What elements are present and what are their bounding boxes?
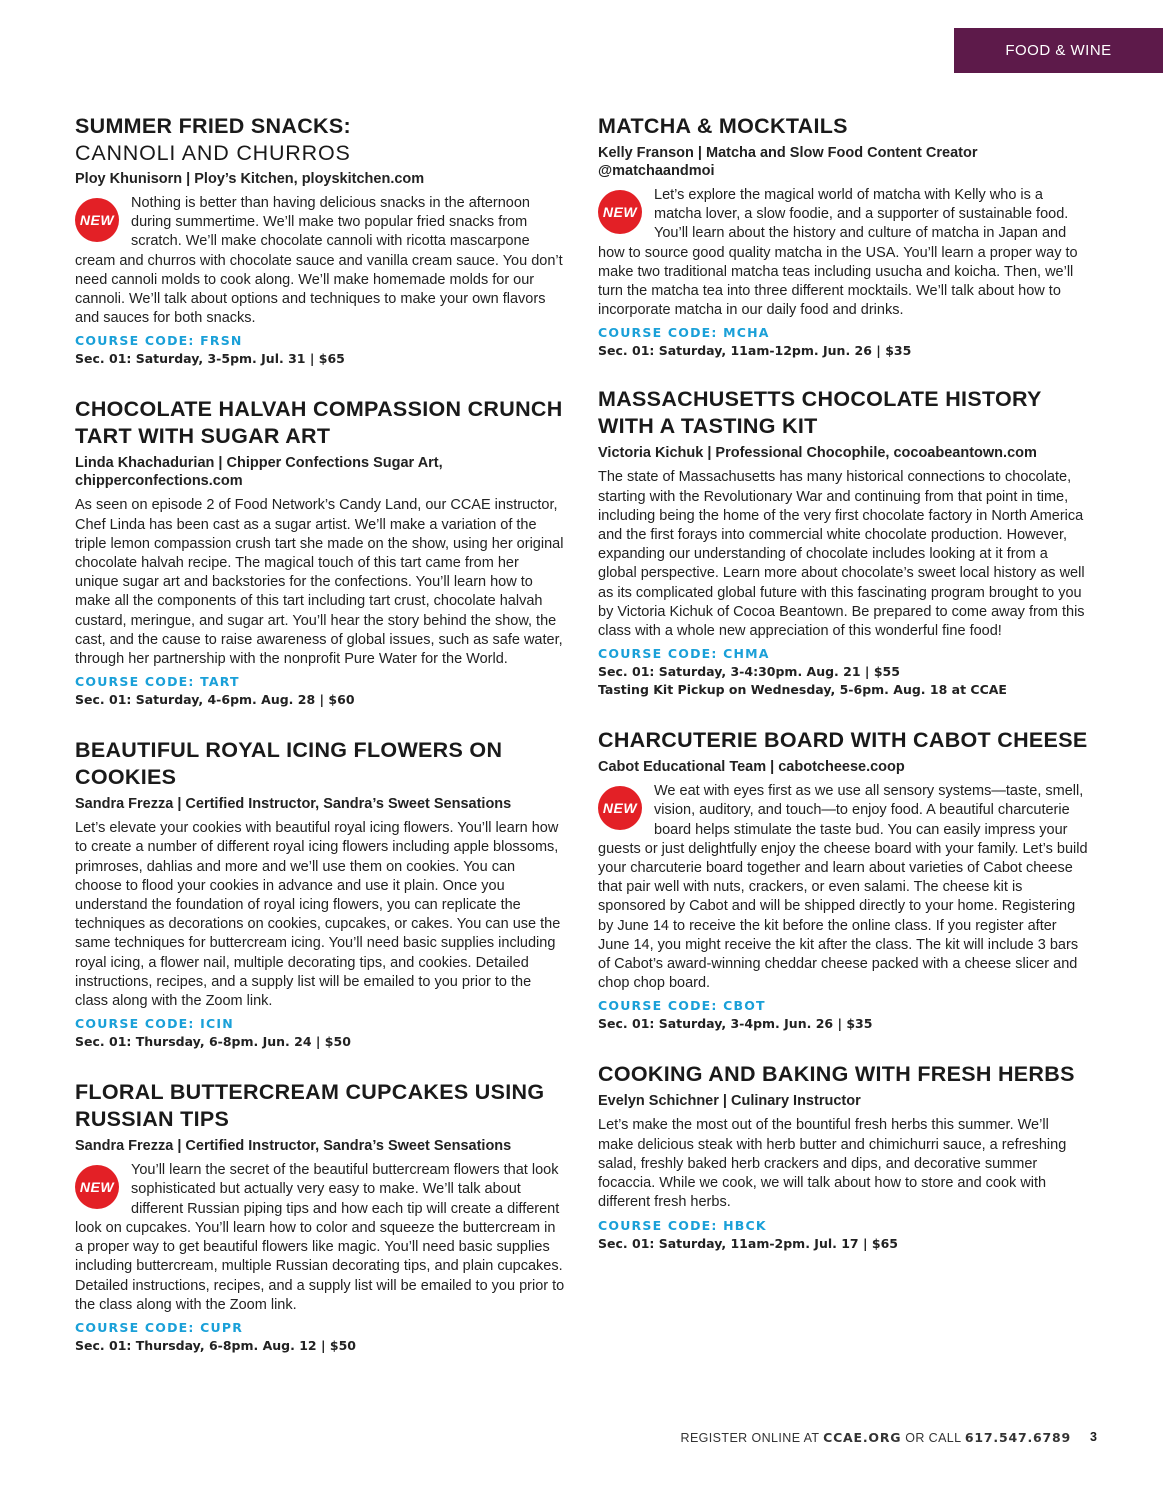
course-code: COURSE CODE: TART	[75, 674, 240, 690]
course-listing	[598, 727, 1088, 1033]
course-description: The state of Massachusetts has many historical connections to chocolate, starting with the Revolutionary War and continuing from that point in time, including being the home of the very first chocolate factory in North America and the first forays into commercial white chocolate production. However, expanding our understanding of chocolate includes looking at it from a global perspective. Learn more about chocolate’s sweet local history as well as its complicated global future with this fascinating program brought to you by Victoria Kichuk of Cocoa Beantown. Be prepared to come away from this class with a whole new appreciation of this wonderful fine food!	[598, 469, 1085, 640]
footer-prefix: REGISTER ONLINE AT	[680, 1431, 824, 1445]
course-code: COURSE CODE: FRSN	[75, 333, 243, 349]
course-listing	[75, 737, 565, 1051]
course-body	[75, 496, 565, 669]
course-description: You’ll learn the secret of the beautiful buttercream flowers that look sophisticated but actually very easy to make. We’ll talk about different Russian piping tips and how each tip will create a different look on cupcakes. You’ll learn how to color and squeeze the buttercream in a proper way to get beautiful flowers like magic. You’ll need basic supplies including buttercream, multiple Russian decorating tips, and plain cupcakes. Detailed instructions, recipes, and a supply list will be emailed to you prior to the class along with the Zoom link.	[75, 1162, 565, 1313]
course-code: COURSE CODE: ICIN	[75, 1016, 234, 1032]
course-description: Let’s make the most out of the bountiful fresh herbs this summer. We’ll make delicious steak with herb butter and chimichurri sauce, a refreshing salad, freshly baked herb crackers and dips, and decorative summer focaccia. While we cook, we will talk about how to store and cook with different fresh herbs.	[598, 1117, 1067, 1211]
course-instructor: Victoria Kichuk | Professional Chocophile, cocoabeantown.com	[598, 445, 1037, 462]
footer-site-link[interactable]: CCAE.ORG	[823, 1430, 902, 1445]
section-tab-food-wine: FOOD & WINE	[954, 28, 1163, 73]
course-body	[598, 468, 1088, 641]
course-subtitle: CANNOLI AND CHURROS	[75, 141, 351, 165]
footer-phone: 617.547.6789	[964, 1430, 1071, 1445]
course-listing	[75, 113, 565, 368]
course-title: BEAUTIFUL ROYAL ICING FLOWERS ON COOKIES	[75, 738, 503, 790]
course-section-schedule: Sec. 01: Saturday, 3-4:30pm. Aug. 21 | $55	[598, 664, 900, 680]
course-instructor: Linda Khachadurian | Chipper Confections Sugar Art, chipperconfections.com	[75, 455, 443, 490]
course-description: As seen on episode 2 of Food Network’s Candy Land, our CCAE instructor, Chef Linda has been cast as a sugar artist. We’ll make a variation of the triple lemon compassion crush tart she made on the show, using her original chocolate halvah recipe. The magical touch of this tart came from her unique sugar art and backstories for the confections. You’ll learn how to make all the components of this tart including tart crust, chocolate halvah custard, meringue, and sugar art. You’ll hear the story behind the show, the cast, and the cause to raise awareness of global issues, such as safe water, through her partnership with the nonprofit Pure Water for the World.	[75, 497, 564, 668]
course-code: COURSE CODE: CBOT	[598, 998, 766, 1014]
course-code: COURSE CODE: HBCK	[598, 1217, 767, 1233]
course-section-schedule: Sec. 01: Saturday, 4-6pm. Aug. 28 | $60	[75, 692, 355, 708]
course-body	[75, 819, 565, 1011]
course-body	[598, 782, 1088, 993]
course-title: MASSACHUSETTS CHOCOLATE HISTORY WITH A TASTING KIT	[598, 387, 1042, 439]
footer-register	[681, 1430, 1071, 1445]
course-description: Let’s elevate your cookies with beautiful royal icing flowers. You’ll learn how to create a number of different royal icing flowers including apple blossoms, primroses, dahlias and more and we’ll use them on cookies. You can choose to flood your cookies in advance and use it plain. Once you understand the foundation of royal icing flowers, you can replicate the techniques as decorations on cookies, cupcakes, or cakes. You can use the same techniques for buttercream icing. You’ll need basic supplies including royal icing, a flower nail, multiple decorating tips, and cookies. Detailed instructions, recipes, and a supply list will be emailed to you prior to the class along with the Zoom link.	[75, 820, 561, 1010]
course-instructor: Cabot Educational Team | cabotcheese.coop	[598, 759, 905, 776]
course-code: COURSE CODE: MCHA	[598, 325, 770, 341]
course-section-schedule: Sec. 01: Thursday, 6-8pm. Jun. 24 | $50	[75, 1034, 351, 1050]
course-section-schedule: Tasting Kit Pickup on Wednesday, 5-6pm. Aug. 18 at CCAE	[598, 682, 1007, 698]
course-title: COOKING AND BAKING WITH FRESH HERBS	[598, 1062, 1075, 1087]
course-listing	[75, 396, 565, 709]
course-code: COURSE CODE: CHMA	[598, 646, 770, 662]
page-number: 3	[1090, 1430, 1097, 1444]
course-title: CHOCOLATE HALVAH COMPASSION CRUNCH TART WITH SUGAR ART	[75, 397, 563, 449]
course-body	[75, 1161, 565, 1315]
course-body	[598, 1116, 1088, 1212]
course-instructor: Evelyn Schichner | Culinary Instructor	[598, 1093, 861, 1110]
course-instructor: Sandra Frezza | Certified Instructor, Sandra’s Sweet Sensations	[75, 796, 512, 813]
course-title: FLORAL BUTTERCREAM CUPCAKES USING RUSSIAN TIPS	[75, 1080, 545, 1132]
new-badge: NEW	[75, 1165, 119, 1209]
course-instructor: Sandra Frezza | Certified Instructor, Sandra’s Sweet Sensations	[75, 1138, 512, 1155]
course-instructor: Kelly Franson | Matcha and Slow Food Content Creator @matchaandmoi	[598, 145, 978, 179]
course-section-schedule: Sec. 01: Saturday, 3-5pm. Jul. 31 | $65	[75, 351, 345, 367]
course-listing	[598, 386, 1088, 699]
course-listing	[598, 1061, 1088, 1252]
course-title: CHARCUTERIE BOARD WITH CABOT CHEESE	[598, 728, 1088, 753]
new-badge: NEW	[598, 786, 642, 830]
course-instructor: Ploy Khunisorn | Ploy’s Kitchen, ployskitchen.com	[75, 171, 425, 187]
course-section-schedule: Sec. 01: Saturday, 11am-2pm. Jul. 17 | $65	[598, 1235, 898, 1251]
course-code: COURSE CODE: CUPR	[75, 1319, 244, 1335]
course-title: MATCHA & MOCKTAILS	[598, 114, 848, 138]
course-listing	[598, 113, 1088, 360]
course-section-schedule: Sec. 01: Saturday, 11am-12pm. Jun. 26 | $35	[598, 343, 912, 359]
new-badge: NEW	[75, 198, 119, 242]
course-section-schedule: Sec. 01: Saturday, 3-4pm. Jun. 26 | $35	[598, 1016, 873, 1032]
footer-middle: OR CALL	[901, 1431, 965, 1445]
new-badge: NEW	[598, 190, 642, 234]
left-column	[75, 113, 565, 1377]
course-description: Let’s explore the magical world of matcha with Kelly who is a matcha lover, a slow foodie, and a supporter of sustainable food. You’ll learn about the history and culture of matcha in Japan and how to source good quality matcha in the USA. You’ll learn a proper way to make two traditional matcha teas including usucha and koicha. Then, we’ll turn the matcha tea into three different mocktails. We’ll talk about how to incorporate matcha in our daily food and drinks.	[598, 187, 1078, 319]
course-description: We eat with eyes first as we use all sensory systems—taste, smell, vision, auditory, and touch—to enjoy food. A beautiful charcuterie board helps stimulate the taste bud. You can easily impress your guests or just delightfully enjoy the cheese board with your family. Let’s build your charcuterie board together and learn about varieties of Cabot cheese that pair well with nuts, crackers, or even salami. The cheese kit is sponsored by Cabot and will be shipped directly to your home. Registering by June 14 to receive the kit before the online class. If you register after June 14, you might receive the kit after the class. The kit will include 3 bars of Cabot’s award-winning cheddar cheese packed with a cheese slicer and chop chop board.	[598, 783, 1088, 992]
course-title: SUMMER FRIED SNACKS:	[75, 114, 351, 138]
course-body	[75, 194, 565, 328]
course-description: Nothing is better than having delicious snacks in the afternoon during summertime. We’ll make two popular fried snacks from scratch. We’ll make chocolate cannoli with ricotta mascarpone cream and churros with chocolate sauce and vanilla cream sauce. You don’t need cannoli molds to cook along. We’ll make homemade molds for our cannoli. We’ll talk about options and techniques to make your own flavors and sauces for both snacks.	[75, 195, 563, 327]
right-column	[598, 113, 1088, 1275]
course-body	[598, 186, 1088, 320]
course-section-schedule: Sec. 01: Thursday, 6-8pm. Aug. 12 | $50	[75, 1337, 356, 1353]
course-listing	[75, 1079, 565, 1355]
